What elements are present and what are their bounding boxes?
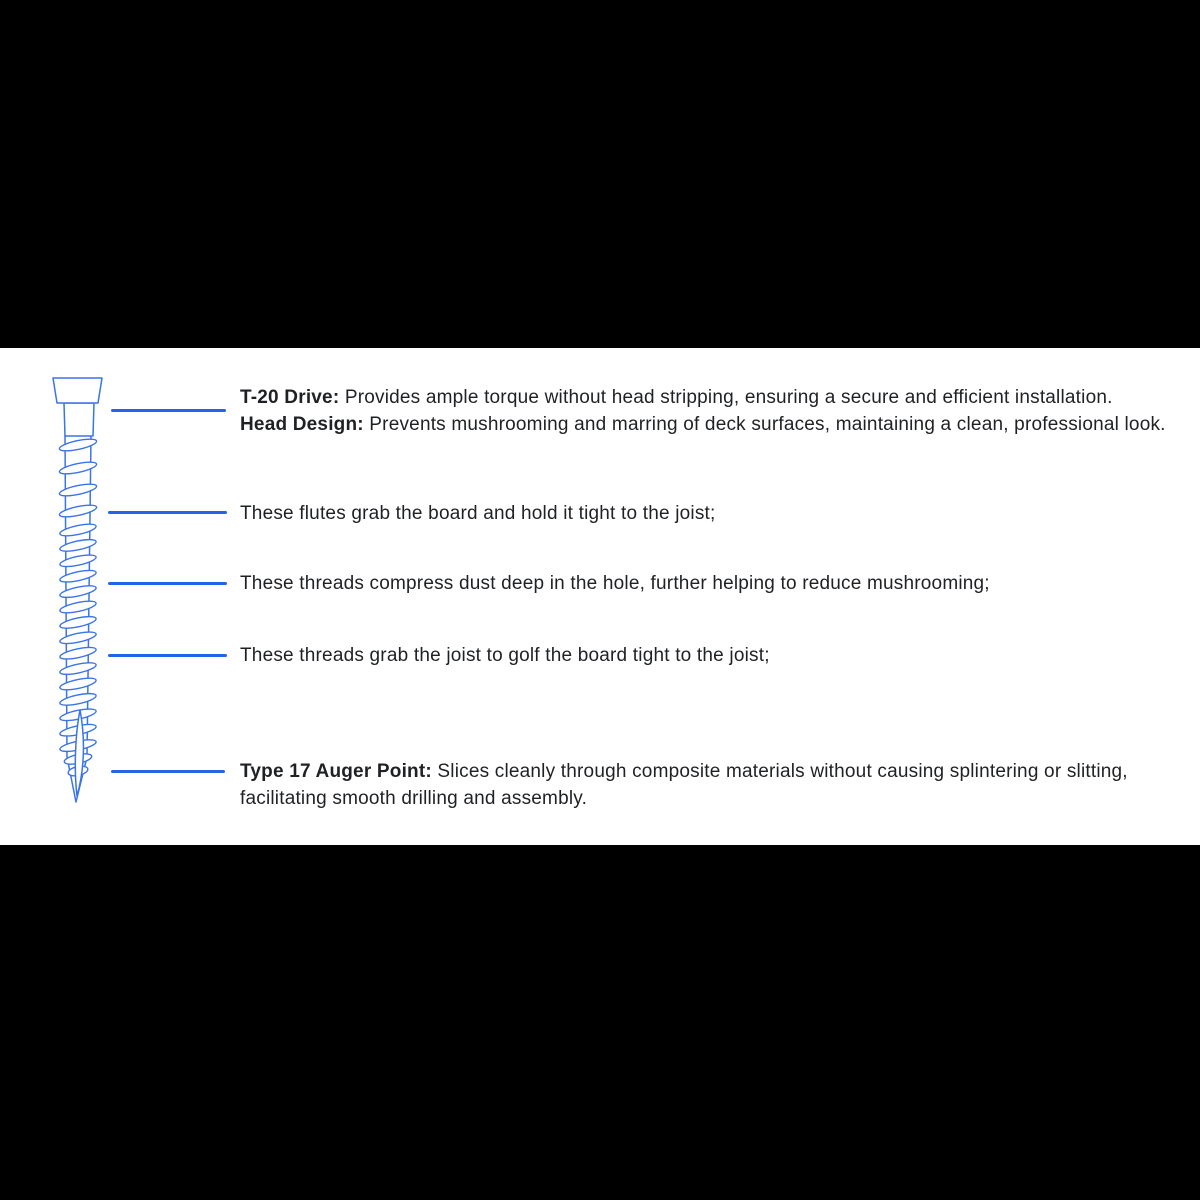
leader-line-lower-threads (108, 654, 227, 657)
annotation-body: Provides ample torque without head stripping, ensuring a secure and efficient installation. (339, 387, 1113, 408)
annotation-body: These threads grab the joist to golf the board tight to the joist; (240, 645, 770, 666)
annotation-body: Prevents mushrooming and marring of deck surfaces, maintaining a clean, professional look. (363, 414, 1166, 435)
annotation-body: Slices cleanly through composite materials without causing splintering or slitting, facilitating smooth drilling and assembly. (240, 761, 1128, 809)
annotation-flutes (240, 500, 715, 527)
annotation-lead: Head Design: (240, 414, 364, 435)
annotation-body: These flutes grab the board and hold it tight to the joist; (240, 503, 716, 524)
annotation-body: These threads compress dust deep in the hole, further helping to reduce mushrooming; (240, 573, 990, 594)
annotation-head (240, 384, 1166, 438)
annotation-auger-point (240, 758, 1170, 812)
diagram-panel (0, 348, 1200, 845)
annotation-lower-threads (240, 642, 770, 669)
screw-illustration (40, 372, 116, 812)
screw-head (53, 378, 102, 403)
leader-line-flutes (108, 511, 227, 514)
screw-neck (64, 403, 94, 436)
annotation-upper-threads (240, 570, 990, 597)
leader-line-upper-threads (108, 582, 227, 585)
annotation-lead: Type 17 Auger Point: (240, 761, 432, 782)
leader-line-head (111, 409, 226, 412)
leader-line-auger-point (111, 770, 225, 773)
annotation-lead: T-20 Drive: (240, 387, 340, 408)
annotation-head-line1 (240, 384, 1166, 411)
annotation-head-line2 (240, 411, 1166, 438)
